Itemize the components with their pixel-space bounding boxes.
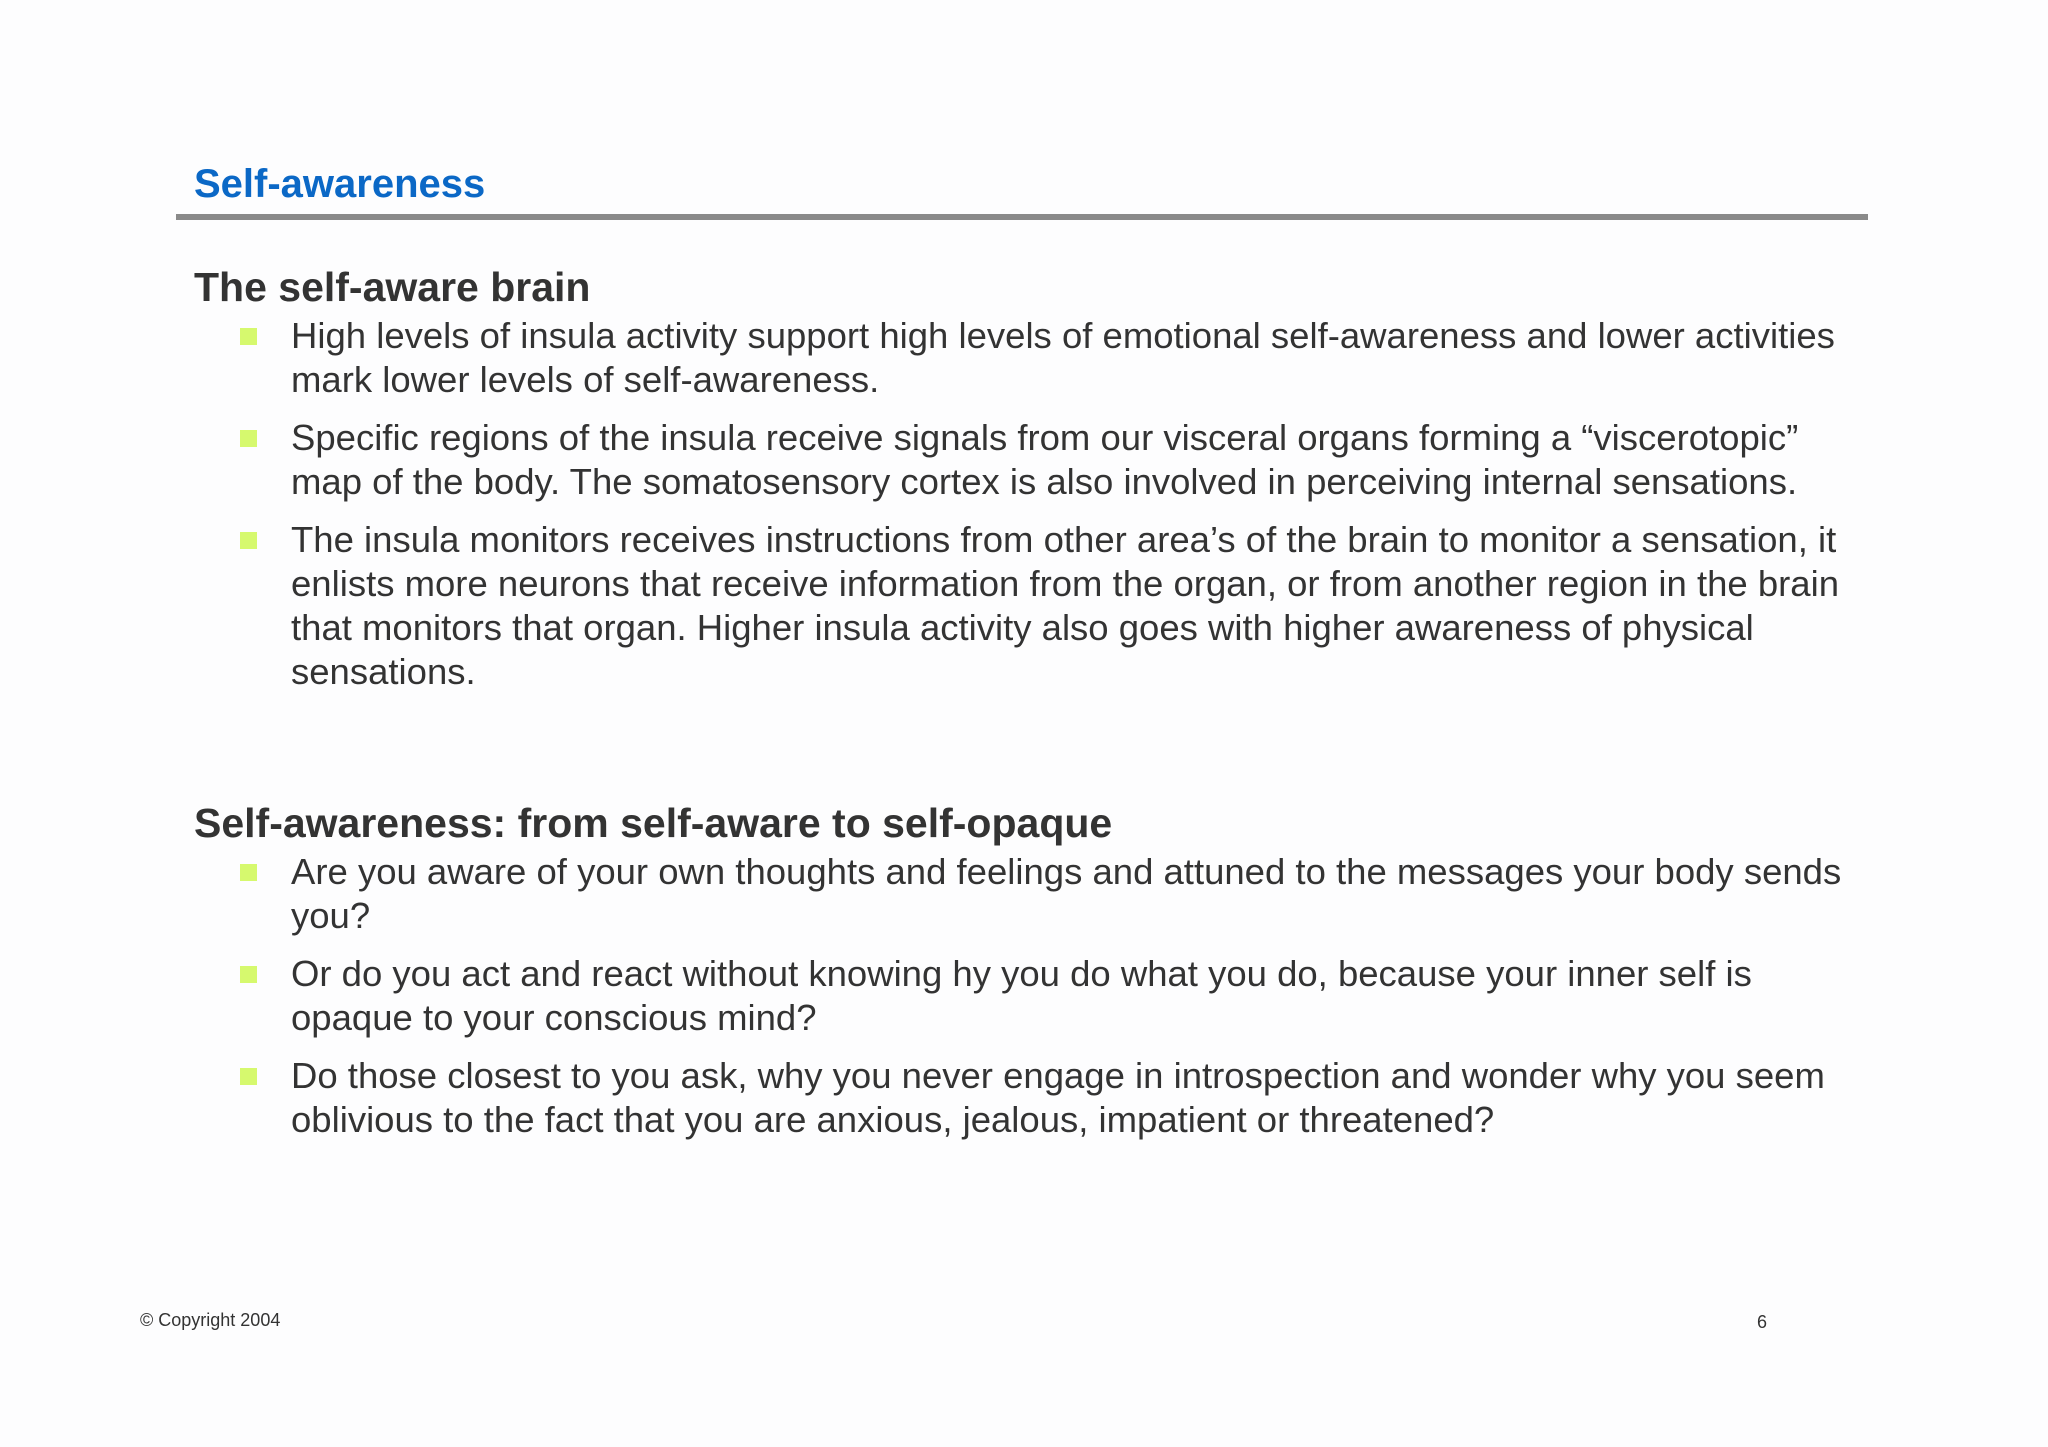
bullet-text: The insula monitors receives instructions from other area’s of the brain to monitor a sensation, it enlists more neurons that receive information from the organ, or from another region in the brain that monitors that organ. Higher insula activity also goes with higher awareness of physical sensations. [291,519,1839,692]
bullet-text: Or do you act and react without knowing hy you do what you do, because your inner self is opaque to your conscious mind? [291,953,1752,1038]
square-bullet-icon [240,966,257,983]
list-item [194,1054,1874,1142]
bullet-text: High levels of insula activity support high levels of emotional self-awareness and lower activities mark lower levels of self-awareness. [291,315,1835,400]
square-bullet-icon [240,532,257,549]
page-number: 6 [1757,1312,1768,1332]
section-self-aware-to-self-opaque [194,798,1874,1156]
list-item [194,850,1874,938]
list-item [194,314,1874,402]
square-bullet-icon [240,430,257,447]
section-heading: Self-awareness: from self-aware to self-opaque [194,800,1113,846]
section-heading: The self-aware brain [194,264,591,310]
list-item [194,952,1874,1040]
bullet-list [194,850,1874,1142]
square-bullet-icon [240,1068,257,1085]
bullet-text: Are you aware of your own thoughts and feelings and attuned to the messages your body sends you? [291,851,1842,936]
square-bullet-icon [240,864,257,881]
list-item [194,518,1874,694]
title-divider [176,214,1868,220]
section-self-aware-brain [194,262,1874,708]
bullet-list [194,314,1874,694]
bullet-text: Specific regions of the insula receive signals from our visceral organs forming a “viscerotopic” map of the body. The somatosensory cortex is also involved in perceiving internal sensations. [291,417,1799,502]
slide-title: Self-awareness [194,162,486,206]
bullet-text: Do those closest to you ask, why you never engage in introspection and wonder why you seem oblivious to the fact that you are anxious, jealous, impatient or threatened? [291,1055,1825,1140]
footer-copyright: © Copyright 2004 [140,1310,281,1330]
square-bullet-icon [240,328,257,345]
list-item [194,416,1874,504]
